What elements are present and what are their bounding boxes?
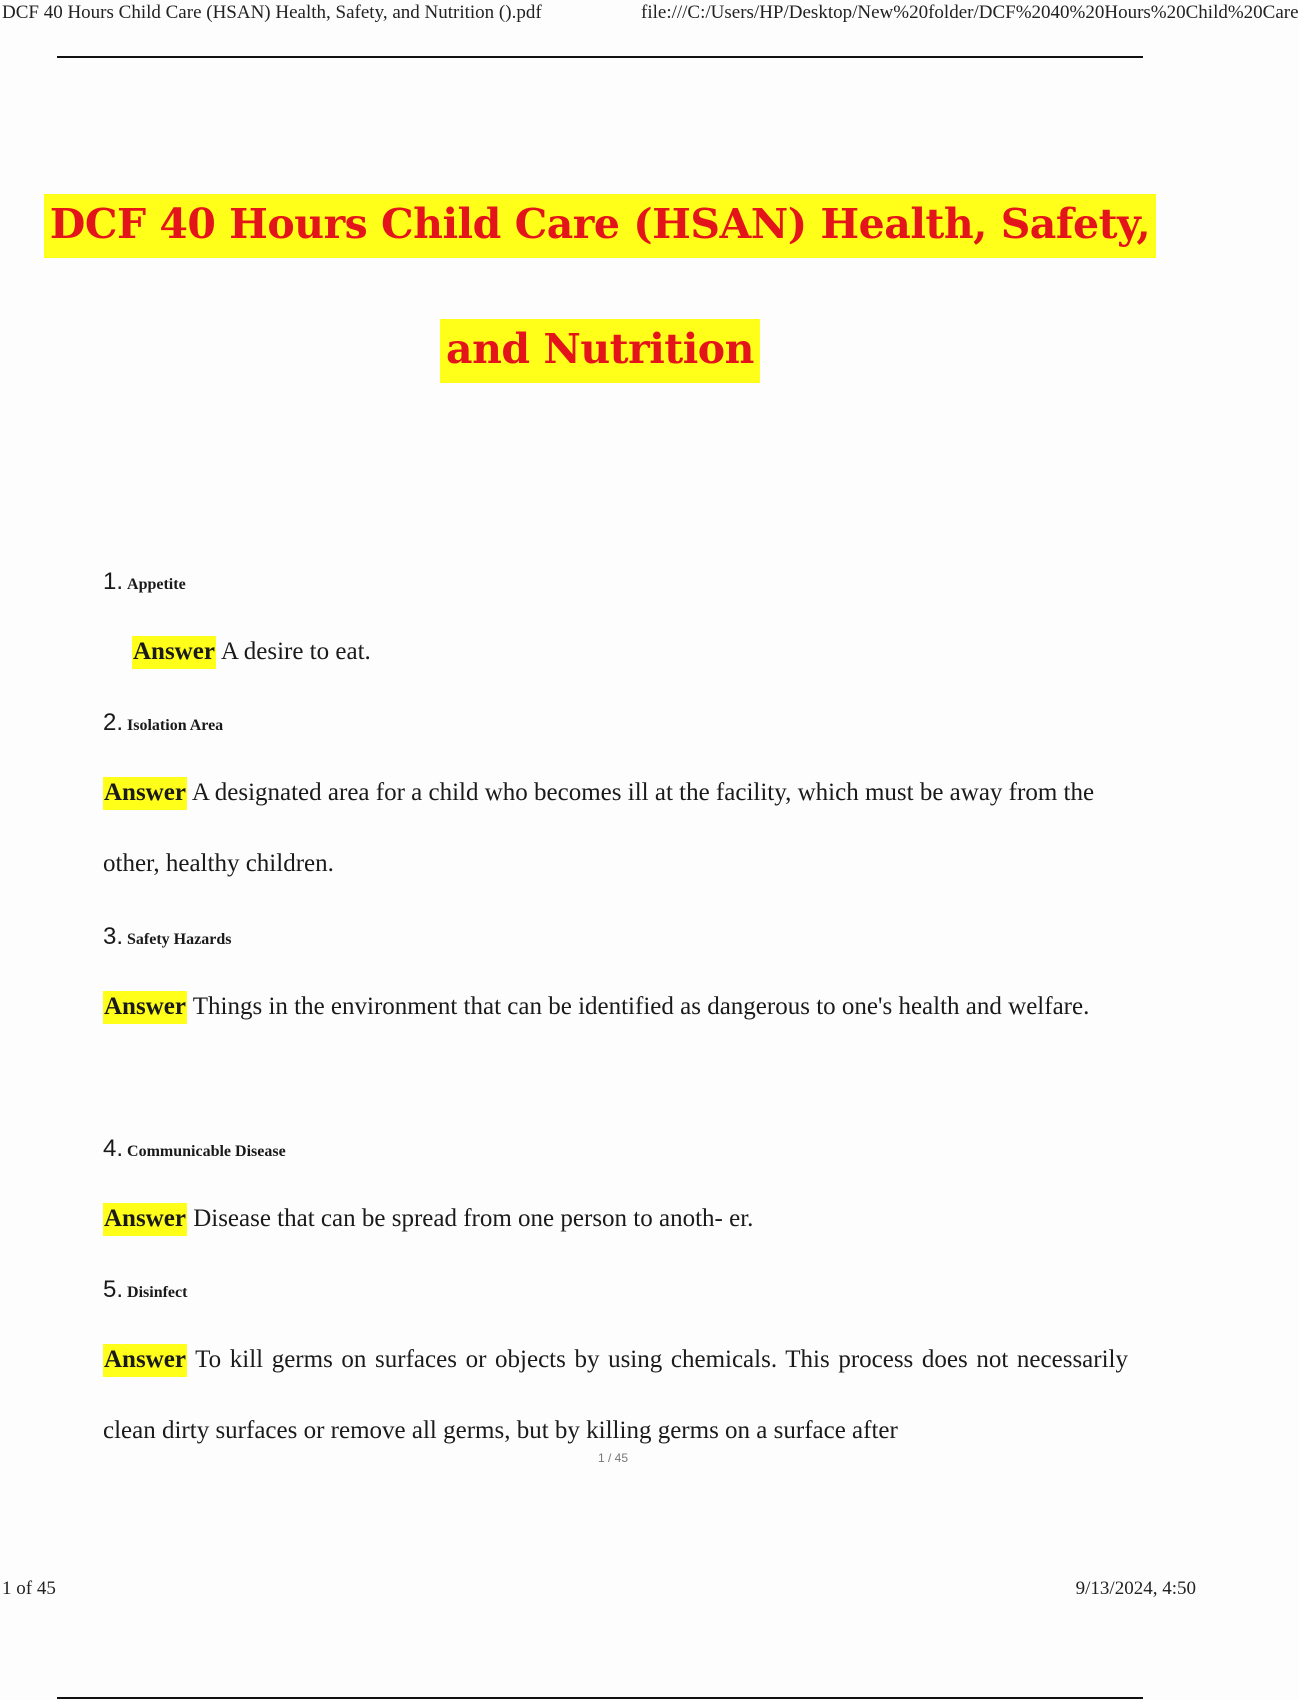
answer-5	[103, 1324, 1128, 1466]
answer-tag: Answer	[103, 777, 187, 810]
question-number: 2.	[103, 709, 124, 736]
document-title-line-1: DCF 40 Hours Child Care (HSAN) Health, Safety,	[0, 200, 1200, 248]
answer-tag: Answer	[103, 991, 187, 1024]
answer-3	[103, 971, 1128, 1042]
answer-1	[132, 616, 1157, 687]
answer-tag: Answer	[103, 1344, 187, 1377]
answer-text: Disease that can be spread from one person to anoth- er.	[193, 1205, 754, 1232]
file-url: file:///C:/Users/HP/Desktop/New%20folder/DCF%2040%20Hours%20Child%20Care	[641, 2, 1299, 23]
answer-text: A desire to eat.	[220, 638, 371, 665]
question-term: Safety Hazards	[127, 931, 232, 948]
header-divider	[57, 56, 1143, 58]
document-name: DCF 40 Hours Child Care (HSAN) Health, Safety, and Nutrition ().pdf	[2, 2, 542, 23]
answer-tag: Answer	[132, 636, 216, 669]
answer-text: To kill germs on surfaces or objects by using chemicals. This process does not necessarily clean dirty surfaces or remove all germs, but by killing germs on a surface after	[103, 1346, 1128, 1444]
question-1	[103, 568, 186, 596]
question-number: 4.	[103, 1135, 124, 1162]
question-2	[103, 709, 223, 737]
question-number: 1.	[103, 568, 124, 595]
answer-2	[103, 757, 1128, 899]
print-datetime: 9/13/2024, 4:50	[1075, 1578, 1196, 1599]
page-indicator: 1 / 45	[597, 1451, 629, 1465]
question-3	[103, 923, 231, 951]
print-header	[0, 0, 1299, 28]
question-number: 3.	[103, 923, 124, 950]
question-term: Appetite	[127, 576, 186, 593]
question-4	[103, 1135, 286, 1163]
question-term: Disinfect	[127, 1284, 188, 1301]
page-count: 1 of 45	[2, 1578, 56, 1599]
document-title-line-2: and Nutrition	[0, 325, 1200, 373]
answer-text: A designated area for a child who becomes ill at the facility, which must be away from the other, healthy children.	[103, 779, 1095, 877]
question-5	[103, 1276, 187, 1304]
answer-text: Things in the environment that can be identified as dangerous to one's health and welfare.	[192, 993, 1090, 1020]
question-term: Isolation Area	[127, 717, 224, 734]
question-number: 5.	[103, 1276, 124, 1303]
answer-4	[103, 1183, 1128, 1254]
answer-tag: Answer	[103, 1203, 187, 1236]
footer-divider	[57, 1697, 1143, 1699]
question-term: Communicable Disease	[127, 1143, 286, 1160]
